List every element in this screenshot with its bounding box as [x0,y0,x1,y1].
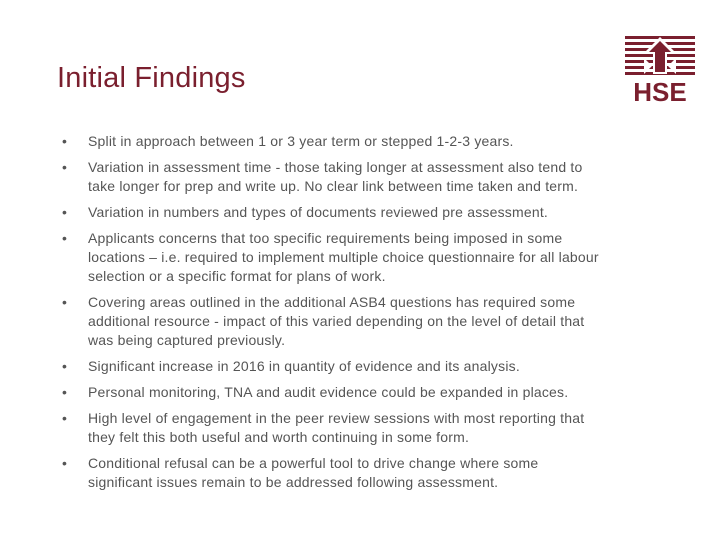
bullet-icon: • [62,384,68,400]
bullet-text: Variation in numbers and types of documents reviewed pre assessment. [88,204,549,220]
list-item [60,293,605,350]
bullet-icon: • [62,294,68,310]
bullet-text: Personal monitoring, TNA and audit evidence could be expanded in places. [88,384,569,400]
bullet-text: High level of engagement in the peer review sessions with most reporting that they felt this both useful and worth continuing in some form. [88,410,585,445]
list-item [60,357,605,376]
bullet-icon: • [62,159,68,175]
bullet-text: Split in approach between 1 or 3 year term or stepped 1-2-3 years. [88,133,514,149]
list-item [60,383,605,402]
slide-title: Initial Findings [57,62,246,94]
bullet-text: Conditional refusal can be a powerful tool to drive change where some significant issues remain to be addressed following assessment. [88,455,539,490]
bullet-text: Covering areas outlined in the additional ASB4 questions has required some additional resource - impact of this varied depending on the level of detail that was being captured previously. [88,294,585,348]
bullet-icon: • [62,204,68,220]
list-item [60,158,605,196]
bullet-text: Significant increase in 2016 in quantity of evidence and its analysis. [88,358,520,374]
findings-list [60,132,605,492]
hse-logo [622,34,698,104]
bullet-text: Variation in assessment time - those taking longer at assessment also tend to take longer for prep and write up. No clear link between time taken and term. [88,159,583,194]
list-item [60,229,605,286]
bullet-icon: • [62,133,68,149]
bullet-icon: • [62,230,68,246]
bullet-text: Applicants concerns that too specific requirements being imposed in some locations – i.e. required to implement multiple choice questionnaire for all labour selection or a specific format for plans of work. [88,230,599,284]
list-item [60,454,605,492]
list-item [60,409,605,447]
list-item [60,203,605,222]
bullet-icon: • [62,455,68,471]
logo-text: HSE [633,77,687,104]
list-item [60,132,605,151]
bullet-icon: • [62,358,68,374]
bullet-icon: • [62,410,68,426]
